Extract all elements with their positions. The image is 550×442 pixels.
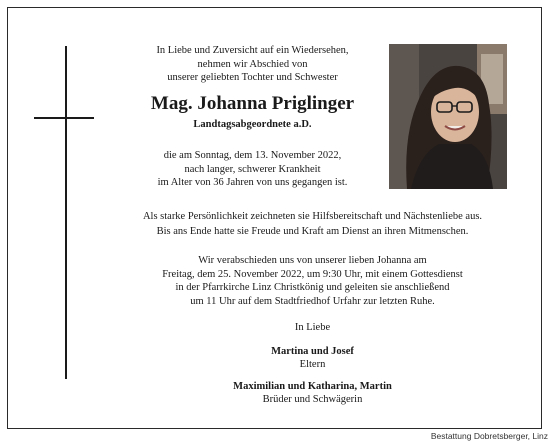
signer-relation: Brüder und Schwägerin <box>262 393 363 405</box>
funeral-line: Wir verabschieden uns von unserer lieben Johanna am <box>198 255 427 266</box>
intro-line: nehmen wir Abschied von <box>197 58 308 70</box>
cross-vertical-bar <box>65 46 67 379</box>
tribute-paragraph <box>95 209 530 239</box>
deceased-title: Landtagsabgeordnete a.D. <box>193 119 312 130</box>
death-line: die am Sonntag, dem 13. November 2022, <box>163 150 342 161</box>
cross-horizontal-bar <box>34 117 94 119</box>
signer-group <box>180 346 445 371</box>
intro-line: In Liebe und Zuversicht auf ein Wiedersehen, <box>156 45 349 56</box>
signer-relation: Eltern <box>299 358 326 370</box>
death-line: im Alter von 36 Jahren von uns gegangen ist. <box>157 177 348 188</box>
funeral-line: Freitag, dem 25. November 2022, um 9:30 Uhr, mit einem Gottesdienst <box>162 268 463 280</box>
closing-text: In Liebe <box>294 322 331 333</box>
intro-text <box>120 44 385 85</box>
deceased-name: Mag. Johanna Priglinger <box>150 93 355 114</box>
intro-line: unserer geliebten Tochter und Schwester <box>167 72 338 83</box>
funeral-line: in der Pfarrkirche Linz Christkönig und geleiten sie anschließend <box>175 282 450 293</box>
signer-names: Maximilian und Katharina, Martin <box>233 381 392 392</box>
tribute-line: Bis ans Ende hatte sie Freude und Kraft am Dienst an ihren Mitmenschen. <box>156 226 469 237</box>
funeral-home-credit: Bestattung Dobretsberger, Linz <box>430 431 548 441</box>
death-details <box>120 149 385 190</box>
funeral-line: um 11 Uhr auf dem Stadtfriedhof Urfahr zur letzten Ruhe. <box>190 295 435 307</box>
signer-group <box>180 381 445 406</box>
funeral-details <box>95 254 530 308</box>
portrait-photo <box>389 44 507 189</box>
signer-names: Martina und Josef <box>271 346 354 357</box>
tribute-line: Als starke Persönlichkeit zeichneten sie Hilfsbereitschaft und Nächstenliebe aus. <box>142 211 483 222</box>
death-line: nach langer, schwerer Krankheit <box>184 163 321 175</box>
